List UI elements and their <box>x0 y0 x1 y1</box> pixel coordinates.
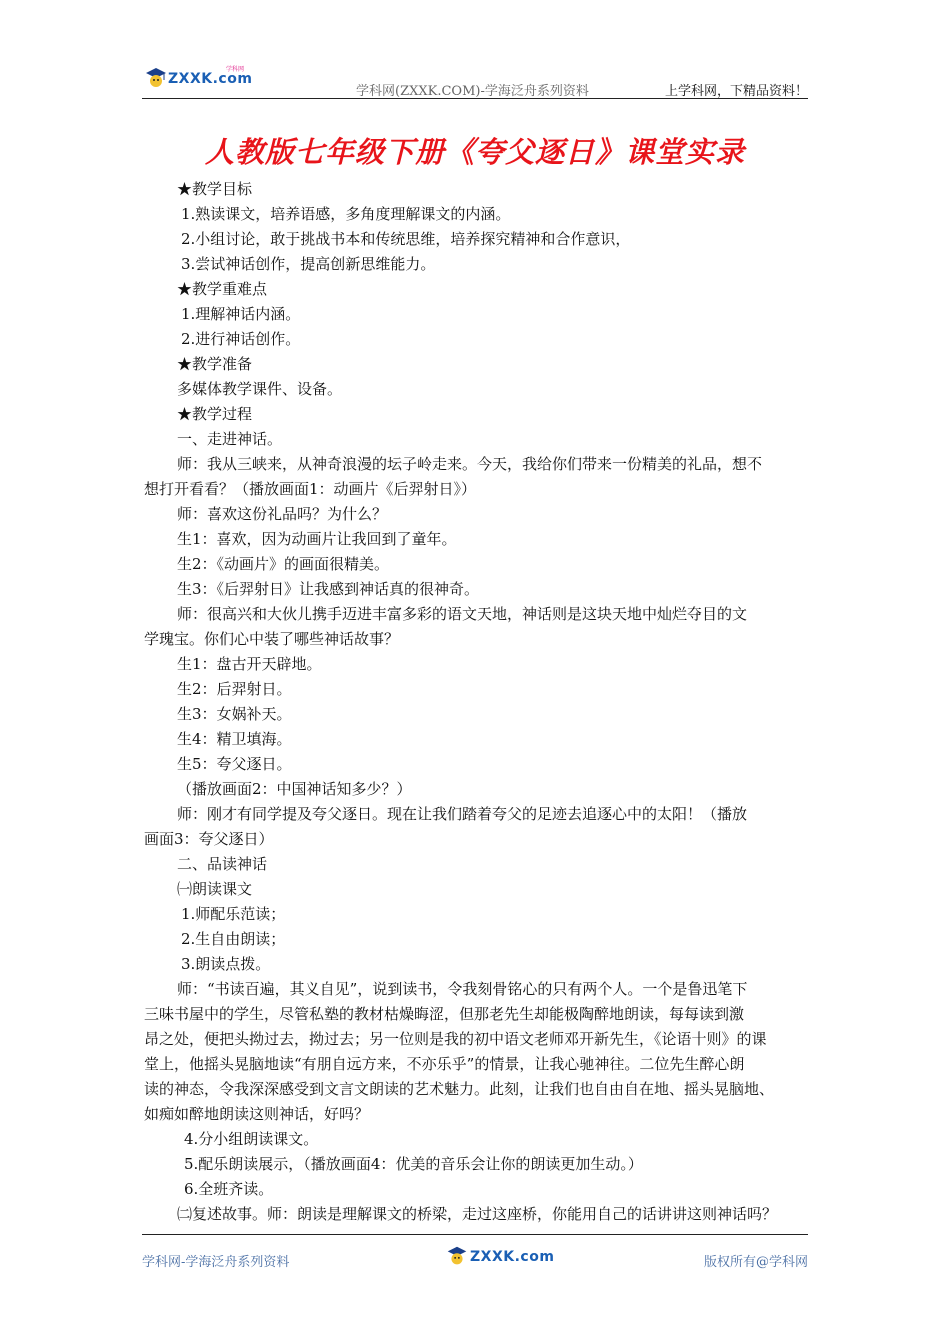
paragraph-line: 生3：《后羿射日》让我感到神话真的很神奇。 <box>177 580 480 598</box>
header-source: 学科网(ZXXK.COM)-学海泛舟系列资料 <box>356 84 589 99</box>
paragraph-line: 师：我从三峡来，从神奇浪漫的坛子岭走来。今天，我给你们带来一份精美的礼品，想不 <box>177 455 763 473</box>
document-body <box>144 177 813 1227</box>
paragraph-line: 堂上，他摇头晃脑地读“有朋自远方来，不亦乐乎”的情景，让我心驰神往。二位先生醉心朗 <box>144 1055 745 1073</box>
list-item: 2.生自由朗读； <box>181 930 286 948</box>
paragraph-line: 生4：精卫填海。 <box>177 730 292 748</box>
logo-sub: 学科网 <box>226 66 245 73</box>
paragraph-line: 三味书屋中的学生，尽管私塾的教材枯燥晦涩，但那老先生却能极陶醉地朗读，每每读到激 <box>144 1005 745 1023</box>
list-item: 4.分小组朗读课文。 <box>184 1130 319 1148</box>
section-heading: 二、品读神话 <box>177 855 268 873</box>
paragraph-line: 学瑰宝。你们心中装了哪些神话故事？ <box>144 630 400 648</box>
logo-wordmark: ZXXK.com <box>168 71 253 87</box>
paragraph-line: （播放画面2：中国神话知多少？） <box>177 780 412 798</box>
list-item: 2.小组讨论，敢于挑战书本和传统思维，培养探究精神和合作意识， <box>181 230 631 248</box>
list-item: 2.进行神话创作。 <box>181 330 301 348</box>
section-heading: ★教学过程 <box>177 405 253 423</box>
list-item: 1.熟读课文，培养语感，多角度理解课文的内涵。 <box>181 205 511 223</box>
paragraph-line: 多媒体教学课件、设备。 <box>177 380 343 398</box>
paragraph-line: 生1：喜欢，因为动画片让我回到了童年。 <box>177 530 457 548</box>
list-item: 1.理解神话内涵。 <box>181 305 301 323</box>
list-item: 1.师配乐范读； <box>181 905 286 923</box>
footer-logo-wordmark: ZXXK.com <box>470 1249 555 1265</box>
header-slogan: 上学科网，下精品资料！ <box>664 84 808 99</box>
footer-source: 学科网-学海泛舟系列资料 <box>142 1255 290 1270</box>
footer-copyright: 版权所有@学科网 <box>703 1255 808 1270</box>
paragraph-line: 想打开看看？（播放画面1：动画片《后羿射日》） <box>144 480 477 498</box>
paragraph-line: 生3：女娲补天。 <box>177 705 292 723</box>
footer-logo <box>444 1243 554 1271</box>
page-footer <box>142 1234 808 1275</box>
paragraph-line: 昂之处，便把头拗过去，拗过去；另一位则是我的初中语文老师邓开新先生，《论语十则》的课 <box>144 1030 767 1048</box>
paragraph-line: 画面3：夸父逐日） <box>144 830 274 848</box>
section-heading: ★教学重难点 <box>177 280 268 298</box>
paragraph-line: 如痴如醉地朗读这则神话，好吗？ <box>144 1105 370 1123</box>
section-heading: ★教学准备 <box>177 355 253 373</box>
paragraph-line: ㈡复述故事。师：朗读是理解课文的桥梁，走过这座桥，你能用自己的话讲讲这则神话吗？ <box>177 1205 778 1223</box>
paragraph-line: 师：很高兴和大伙儿携手迈进丰富多彩的语文天地，神话则是这块天地中灿烂夺目的文 <box>177 605 748 623</box>
page-header <box>142 62 808 99</box>
paragraph-line: 师：刚才有同学提及夸父逐日。现在让我们踏着夸父的足迹去追逐心中的太阳！（播放 <box>177 805 748 823</box>
paragraph-line: 师：“书读百遍，其义自见”，说到读书，令我刻骨铭心的只有两个人。一个是鲁迅笔下 <box>177 980 748 998</box>
paragraph-line: 一、走进神话。 <box>177 430 283 448</box>
paragraph-line: ㈠朗读课文 <box>177 880 253 898</box>
section-heading: ★教学目标 <box>177 180 253 198</box>
paragraph-line: 生5：夸父逐日。 <box>177 755 292 773</box>
list-item: 5.配乐朗读展示，（播放画面4：优美的音乐会让你的朗读更加生动。） <box>184 1155 643 1173</box>
paragraph-line: 生1：盘古开天辟地。 <box>177 655 322 673</box>
paragraph-line: 读的神态，令我深深感受到文言文朗读的艺术魅力。此刻，让我们也自由自在地、摇头晃脑地、 <box>144 1080 775 1098</box>
paragraph-line: 师：喜欢这份礼品吗？为什么？ <box>177 505 388 523</box>
paragraph-line: 生2：《动画片》的画面很精美。 <box>177 555 390 573</box>
list-item: 3.尝试神话创作，提高创新思维能力。 <box>181 255 436 273</box>
list-item: 3.朗读点拨。 <box>181 955 271 973</box>
list-item: 6.全班齐读。 <box>184 1180 274 1198</box>
zxxk-logo <box>142 64 252 94</box>
document-title: 人教版七年级下册《夸父逐日》课堂实录 <box>204 135 745 169</box>
paragraph-line: 生2：后羿射日。 <box>177 680 292 698</box>
